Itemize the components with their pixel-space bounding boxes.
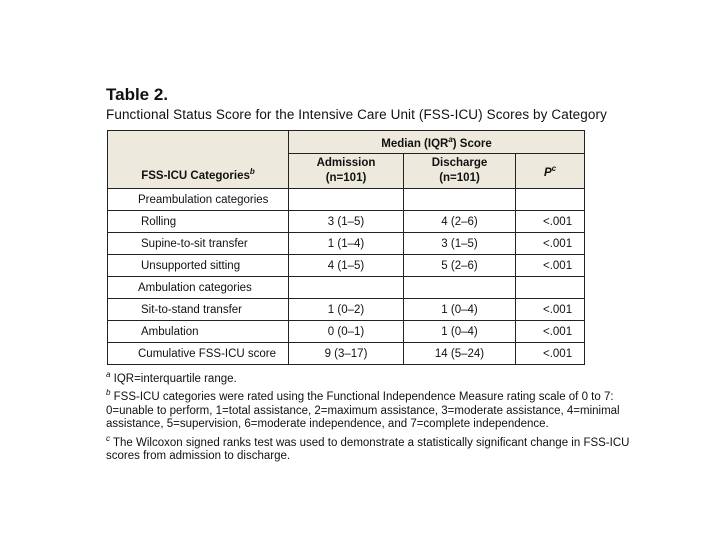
category-cell: Ambulation (108, 321, 289, 343)
section-title: Preambulation categories (108, 189, 289, 211)
table-row (108, 211, 585, 233)
table-row (108, 321, 585, 343)
header-admission: Admission (n=101) (289, 154, 404, 189)
footnote-c: $^c$ The Wilcoxon signed ranks test was used to demonstrate a statistically significant change in FSS-ICU (106, 433, 630, 449)
header-median-group: Median (IQR$^a$) Score (289, 131, 585, 154)
header-discharge: Discharge (n=101) (404, 154, 516, 189)
table-label: Table 2. (106, 85, 169, 104)
discharge-cell: 1 (0–4) (404, 321, 516, 343)
table-caption: Functional Status Score for the Intensive Care Unit (FSS-ICU) Scores by Category (106, 107, 607, 122)
discharge-cell: 14 (5–24) (404, 343, 516, 365)
p-cell: <.001 (516, 321, 585, 343)
p-cell: <.001 (516, 299, 585, 321)
section-title: Ambulation categories (108, 277, 289, 299)
footnote-b-line: 0=unable to perform, 1=total assistance, 2=maximum assistance, 3=moderate assistance, 4=minimal (106, 404, 620, 417)
category-cell: Unsupported sitting (108, 255, 289, 277)
section-row (108, 189, 585, 211)
p-cell: <.001 (516, 255, 585, 277)
data-table (107, 130, 585, 365)
discharge-cell: 1 (0–4) (404, 299, 516, 321)
footnote-b-line: assistance, 5=supervision, 6=moderate independence, and 7=complete independence. (106, 418, 549, 431)
section-row (108, 277, 585, 299)
p-cell: <.001 (516, 343, 585, 365)
admission-cell: 1 (1–4) (289, 233, 404, 255)
category-cell: Sit-to-stand transfer (108, 299, 289, 321)
discharge-cell: 3 (1–5) (404, 233, 516, 255)
admission-cell: 0 (0–1) (289, 321, 404, 343)
header-category: FSS-ICU Categories$^b$ (108, 131, 289, 189)
p-cell: <.001 (516, 211, 585, 233)
p-cell: <.001 (516, 233, 585, 255)
footnote-a: $^a$ IQR=interquartile range. (106, 370, 237, 385)
admission-cell: 4 (1–5) (289, 255, 404, 277)
table-row (108, 233, 585, 255)
footnotes (106, 368, 630, 463)
admission-cell: 9 (3–17) (289, 343, 404, 365)
header-row-top (108, 131, 585, 154)
category-cell: Cumulative FSS-ICU score (108, 343, 289, 365)
discharge-cell: 5 (2–6) (404, 255, 516, 277)
category-cell: Supine-to-sit transfer (108, 233, 289, 255)
discharge-cell: 4 (2–6) (404, 211, 516, 233)
cumulative-row (108, 343, 585, 365)
table-row (108, 255, 585, 277)
category-cell: Rolling (108, 211, 289, 233)
footnote-b: $^b$ FSS-ICU categories were rated using the Functional Independence Measure rating scale of 0 to 7: (106, 388, 614, 404)
footnote-c-line: scores from admission to discharge. (106, 449, 291, 462)
header-p-value: $P^c$ (516, 154, 585, 189)
admission-cell: 3 (1–5) (289, 211, 404, 233)
table-row (108, 299, 585, 321)
admission-cell: 1 (0–2) (289, 299, 404, 321)
